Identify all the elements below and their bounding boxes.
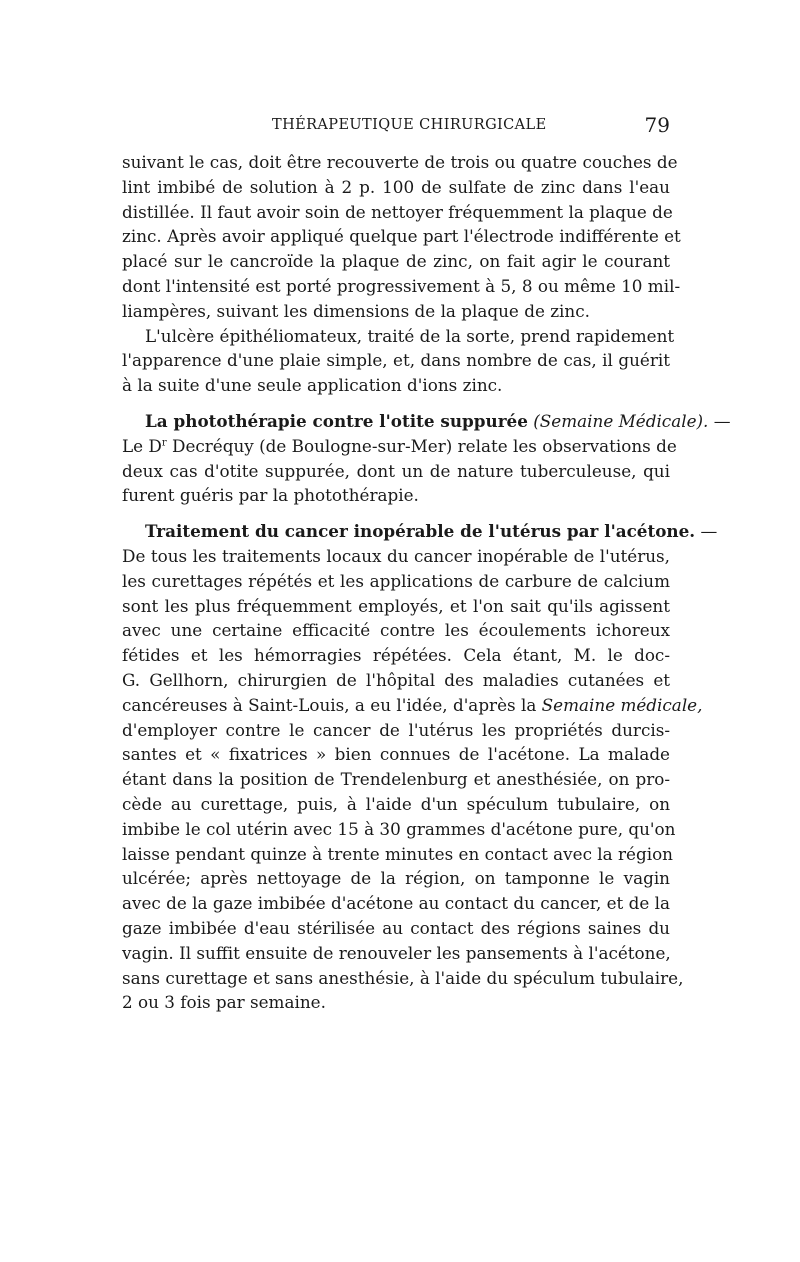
text-line: sans curettage et sans anesthésie, à l'aide du spéculum tubulaire, xyxy=(122,967,684,988)
text-line: sont les plus fréquemment employés, et l'on sait qu'ils agissent xyxy=(122,595,670,616)
page-body xyxy=(122,150,731,1015)
text-line: les curettages répétés et les applications de carbure de calcium xyxy=(122,570,670,591)
paragraph-continuation xyxy=(122,150,681,324)
text-line: dont l'intensité est porté progressivement à 5, 8 ou même 10 mil- xyxy=(122,275,681,296)
section-acetone xyxy=(122,519,718,1015)
text-line: cède au curettage, puis, à l'aide d'un spéculum tubulaire, on xyxy=(122,793,670,814)
text-line: l'apparence d'une plaie simple, et, dans nombre de cas, il guérit xyxy=(122,350,670,371)
text-line xyxy=(122,434,677,459)
section-heading-line xyxy=(122,519,718,544)
text-line: gaze imbibée d'eau stérilisée au contact des régions saines du xyxy=(122,917,670,938)
text-line: furent guéris par la photothérapie. xyxy=(122,485,419,506)
text-fragment: cancéreuses à Saint-Louis, a eu l'idée, d'après la xyxy=(122,694,542,715)
text-line: laisse pendant quinze à trente minutes en contact avec la région xyxy=(122,843,673,864)
running-title: THÉRAPEUTIQUE CHIRURGICALE xyxy=(272,117,547,133)
text-line: deux cas d'otite suppurée, dont un de nature tuberculeuse, qui xyxy=(122,460,670,481)
text-line: G. Gellhorn, chirurgien de l'hôpital des maladies cutanées et xyxy=(122,669,670,690)
text-line: santes et « fixatrices » bien connues de l'acétone. La malade xyxy=(122,744,670,765)
section-heading: La photothérapie contre l'otite suppurée xyxy=(145,410,528,431)
paragraph-spacer xyxy=(122,508,670,519)
section-source: (Semaine Médicale). xyxy=(533,410,709,431)
text-fragment: Le D xyxy=(122,435,162,456)
text-line: 2 ou 3 fois par semaine. xyxy=(122,992,326,1013)
text-line: lint imbibé de solution à 2 p. 100 de sulfate de zinc dans l'eau xyxy=(122,176,670,197)
text-fragment: Decréquy (de Boulogne-sur-Mer) relate les observations de xyxy=(166,435,677,456)
text-line: L'ulcère épithéliomateux, traité de la sorte, prend rapidement xyxy=(145,325,675,346)
text-line: étant dans la position de Trendelenburg et anesthésiée, on pro- xyxy=(122,769,670,790)
source-title: Semaine médicale, xyxy=(541,694,703,715)
em-dash: — xyxy=(700,521,718,542)
section-heading: Traitement du cancer inopérable de l'utérus par l'acétone. xyxy=(145,521,696,542)
page-header xyxy=(122,115,670,139)
text-line: avec une certaine efficacité contre les écoulements ichoreux xyxy=(122,620,670,641)
text-line: avec de la gaze imbibée d'acétone au contact du cancer, et de la xyxy=(122,893,670,914)
text-line: imbibe le col utérin avec 15 à 30 grammes d'acétone pure, qu'on xyxy=(122,818,676,839)
text-line: De tous les traitements locaux du cancer inopérable de l'utérus, xyxy=(122,545,670,566)
text-line: suivant le cas, doit être recouverte de trois ou quatre couches de xyxy=(122,152,678,172)
text-line: fétides et les hémorragies répétées. Cela étant, M. le doc- xyxy=(122,645,670,666)
text-line: d'employer contre le cancer de l'utérus les propriétés durcis- xyxy=(122,719,670,740)
paragraph-spacer xyxy=(122,398,670,409)
text-line: ulcérée; après nettoyage de la région, on tamponne le vagin xyxy=(122,868,670,889)
page-number: 79 xyxy=(644,113,670,137)
text-line: à la suite d'une seule application d'ions zinc. xyxy=(122,375,503,396)
section-phototherapy xyxy=(122,409,731,508)
text-line xyxy=(122,693,703,718)
text-line: zinc. Après avoir appliqué quelque part l'électrode indifférente et xyxy=(122,226,681,247)
em-dash: — xyxy=(713,410,731,431)
paragraph-ulcer xyxy=(122,324,675,398)
section-heading-line xyxy=(122,409,731,434)
text-line: distillée. Il faut avoir soin de nettoyer fréquemment la plaque de xyxy=(122,201,673,222)
superscript: r xyxy=(161,437,167,449)
text-line: placé sur le cancroïde la plaque de zinc, on fait agir le courant xyxy=(122,251,670,272)
text-line: vagin. Il suffit ensuite de renouveler les pansements à l'acétone, xyxy=(122,942,671,963)
text-line: liampères, suivant les dimensions de la plaque de zinc. xyxy=(122,300,590,321)
